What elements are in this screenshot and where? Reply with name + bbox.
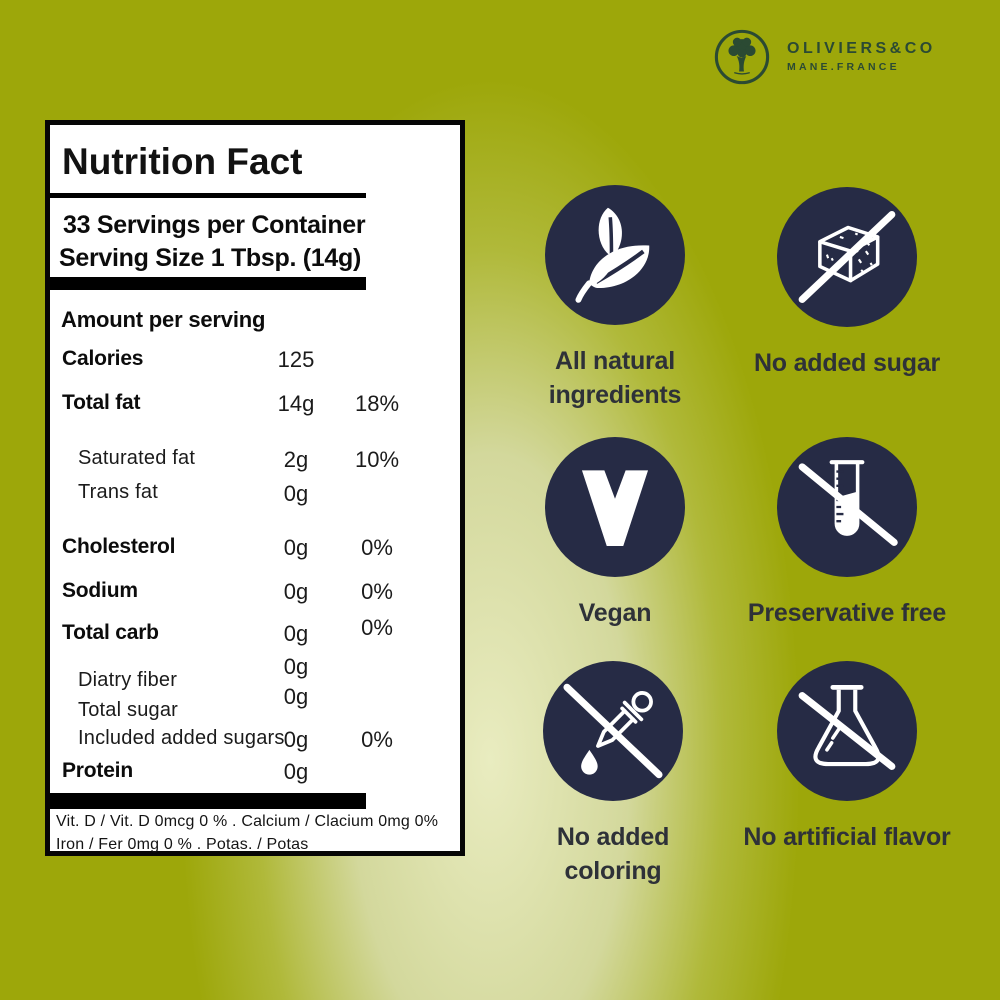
row-value: 0g xyxy=(283,684,309,709)
nutrition-row-trans-fat xyxy=(50,481,460,511)
row-label: Included added sugars xyxy=(78,727,285,749)
row-value: 0g xyxy=(283,535,309,560)
nutrition-row-sodium xyxy=(50,579,460,609)
nutrition-row-protein xyxy=(50,759,460,789)
nutrition-row-calories xyxy=(50,347,460,377)
row-value: 0g xyxy=(283,759,309,784)
nutrition-row-added-sugars xyxy=(50,727,460,757)
row-daily-value: 0% xyxy=(361,615,393,640)
row-value: 0g xyxy=(283,579,309,604)
divider-thick xyxy=(50,277,366,290)
row-label: Total sugar xyxy=(78,699,179,721)
row-label: Cholesterol xyxy=(62,535,176,558)
badge-label: Preservative free xyxy=(747,599,947,627)
nutrition-label-title: Nutrition Fact xyxy=(62,141,303,182)
footnote-line2: Iron / Fer 0mg 0 % . Potas. / Potas xyxy=(56,836,309,853)
nutrition-row-cholesterol xyxy=(50,535,460,565)
row-value: 0g xyxy=(283,654,309,679)
brand-name: OLIVIERS&CO xyxy=(787,40,936,57)
badge-label: No added sugar xyxy=(753,349,941,377)
no-flask-icon xyxy=(777,661,917,801)
badge-no-added-sugar xyxy=(717,187,977,380)
badge-all-natural xyxy=(525,185,705,412)
row-label: Diatry fiber xyxy=(78,669,178,691)
badge-no-artificial-flavor xyxy=(707,661,987,854)
badge-preservative-free xyxy=(712,437,982,630)
nutrition-row-total-sugar xyxy=(50,684,460,729)
nutrition-facts-panel xyxy=(45,120,465,856)
row-daily-value: 0% xyxy=(361,535,393,560)
badge-vegan xyxy=(525,437,705,630)
badge-label: All natural ingredients xyxy=(548,347,682,409)
no-dropper-icon xyxy=(543,661,683,801)
badge-no-added-coloring xyxy=(523,661,703,888)
row-label: Trans fat xyxy=(78,481,158,503)
row-value: 125 xyxy=(277,347,315,372)
badge-label: No added coloring xyxy=(556,823,670,885)
serving-size: Serving Size 1 Tbsp. (14g) xyxy=(59,244,362,272)
divider-thin xyxy=(50,193,366,198)
row-label: Total fat xyxy=(62,391,141,414)
nutrition-row-saturated-fat xyxy=(50,447,460,477)
badge-label: Vegan xyxy=(578,599,652,627)
row-value: 14g xyxy=(277,391,315,416)
row-label: Saturated fat xyxy=(78,447,196,469)
row-daily-value: 10% xyxy=(354,447,400,472)
row-value: 0g xyxy=(283,621,309,646)
nutrition-row-total-carb xyxy=(50,615,460,651)
footnote-line1: Vit. D / Vit. D 0mcg 0 % . Calcium / Clacium 0mg 0% xyxy=(56,813,439,830)
row-daily-value: 18% xyxy=(354,391,400,416)
amount-per-serving-header: Amount per serving xyxy=(61,307,266,332)
brand-logo-text xyxy=(787,39,936,73)
row-daily-value: 0% xyxy=(361,579,393,604)
row-label: Total carb xyxy=(62,621,159,644)
row-value: 0g xyxy=(283,481,309,506)
row-label: Sodium xyxy=(62,579,138,602)
brand-location: MANE.FRANCE xyxy=(787,61,900,73)
servings-per-container: 33 Servings per Container xyxy=(63,211,366,239)
row-label: Calories xyxy=(62,347,144,370)
vegan-v-icon xyxy=(545,437,685,577)
nutrition-row-dietary-fiber xyxy=(50,654,460,699)
no-test-tube-icon xyxy=(777,437,917,577)
row-value: 2g xyxy=(283,447,309,472)
row-value: 0g xyxy=(283,727,309,752)
brand-logo-olive-tree-icon xyxy=(713,28,771,86)
badge-label: No artificial flavor xyxy=(743,823,951,851)
divider-bottom xyxy=(50,793,366,809)
no-sugar-cube-icon xyxy=(777,187,917,327)
leaves-icon xyxy=(545,185,685,325)
row-daily-value: 0% xyxy=(361,727,393,752)
nutrition-row-total-fat xyxy=(50,391,460,421)
row-label: Protein xyxy=(62,759,133,782)
